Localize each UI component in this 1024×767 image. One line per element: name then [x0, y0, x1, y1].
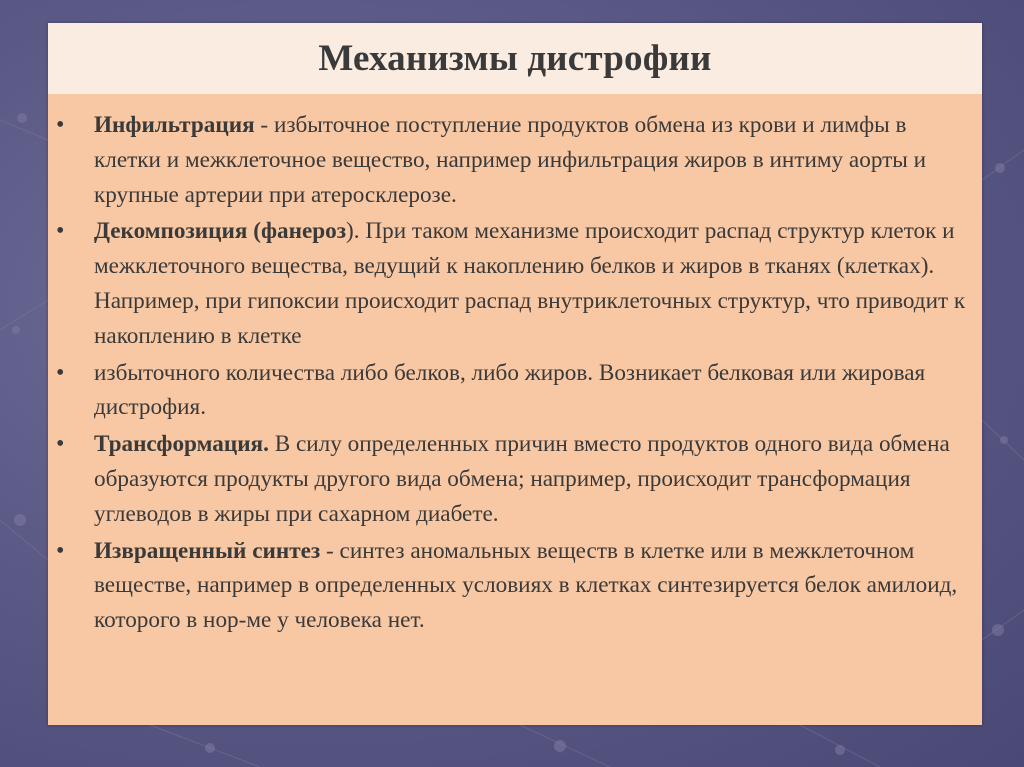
bullet-icon: • [56, 537, 65, 564]
title-bar [48, 23, 982, 94]
item-text: - синтез аномальных веществ в клетке или в межклеточном веществе, например в определенных условиях в клетках синтезируется белок амилоид, которого в нор-ме у человека нет. [94, 537, 958, 634]
bullet-icon: • [56, 112, 65, 138]
bullet-icon: • [56, 359, 65, 386]
bullet-icon: • [56, 218, 65, 245]
term-label: Инфильтрация [94, 112, 255, 138]
bullet-icon: • [56, 431, 65, 458]
list-item-excess [48, 356, 982, 426]
item-text: В силу определенных причин вместо продуктов одного вида обмена образуются продукты другого вида обмена; например, происходит трансформация углеводов в жиры при сахарном диабете. [94, 431, 950, 527]
slide-title: Механизмы дистрофии [318, 38, 712, 79]
list-item-infiltration [48, 108, 982, 212]
item-text: ). При таком механизме происходит распад структур клеток и межклеточного вещества, ведущий к накоплению белков и жиров в тканях (клетках). Например, при гипоксии происходит распад внутриклеточных структур, что приводит к накоплению в клетке [94, 218, 966, 349]
list-item-transformation [48, 427, 982, 531]
bullet-list [48, 108, 982, 640]
term-label: Трансформация. [94, 431, 269, 458]
term-label: Декомпозиция (фанероз [94, 218, 347, 245]
term-label: Извращенный синтез [94, 537, 321, 564]
item-text: - избыточное поступление продуктов обмена из крови и лимфы в клетки и межклеточное вещество, например инфильтрация жиров в интиму аорты и крупные артерии при атеросклерозе. [94, 112, 927, 208]
list-item-perverted-synthesis [48, 534, 982, 638]
list-item-decomposition [48, 214, 982, 353]
slide-card [48, 23, 982, 725]
item-text: избыточного количества либо белков, либо жиров. Возникает белковая или жировая дистрофия. [94, 359, 926, 421]
